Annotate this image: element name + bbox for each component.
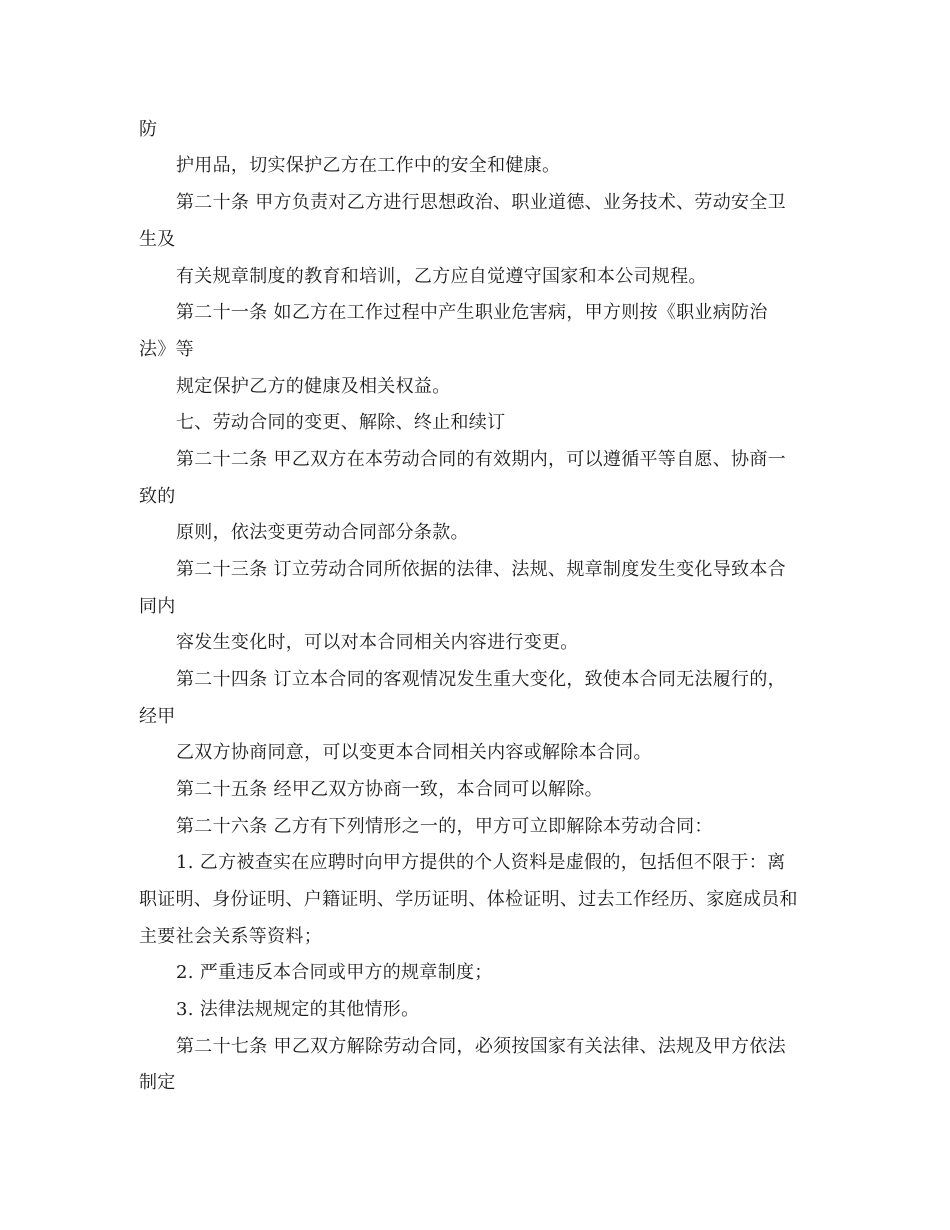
- text-line: 防: [139, 119, 158, 140]
- text-line: 职证明、身份证明、户籍证明、学历证明、体检证明、过去工作经历、家庭成员和: [139, 889, 798, 910]
- article-24-line: 第二十四条 订立本合同的客观情况发生重大变化，致使本合同无法履行的，: [176, 669, 786, 690]
- text-line: 制定: [139, 1072, 176, 1093]
- article-22-line: 第二十二条 甲乙双方在本劳动合同的有效期内，可以遵循平等自愿、协商一: [176, 449, 786, 470]
- article-26-line: 第二十六条 乙方有下列情形之一的，甲方可立即解除本劳动合同：: [176, 816, 713, 837]
- article-23-line: 第二十三条 订立劳动合同所依据的法律、法规、规章制度发生变化导致本合: [176, 559, 786, 580]
- list-item-3: 3. 法律法规规定的其他情形。: [176, 999, 420, 1020]
- text-line: 容发生变化时，可以对本合同相关内容进行变更。: [176, 632, 579, 653]
- article-25-line: 第二十五条 经甲乙双方协商一致，本合同可以解除。: [176, 779, 603, 800]
- text-line: 经甲: [139, 706, 176, 727]
- text-line: 法》等: [139, 339, 194, 360]
- text-line: 规定保护乙方的健康及相关权益。: [176, 376, 451, 397]
- text-line: 主要社会关系等资料；: [139, 926, 322, 947]
- article-27-line: 第二十七条 甲乙双方解除劳动合同，必须按国家有关法律、法规及甲方依法: [176, 1036, 786, 1057]
- text-line: 致的: [139, 486, 176, 507]
- section-heading: 七、劳动合同的变更、解除、终止和续订: [176, 412, 506, 433]
- text-line: 护用品，切实保护乙方在工作中的安全和健康。: [176, 155, 561, 176]
- text-line: 有关规章制度的教育和培训，乙方应自觉遵守国家和本公司规程。: [176, 266, 707, 287]
- text-line: 乙双方协商同意，可以变更本合同相关内容或解除本合同。: [176, 742, 652, 763]
- list-item-2: 2. 严重违反本合同或甲方的规章制度；: [176, 962, 493, 983]
- text-line: 生及: [139, 229, 176, 250]
- article-20-line: 第二十条 甲方负责对乙方进行思想政治、职业道德、业务技术、劳动安全卫: [176, 192, 786, 213]
- text-line: 原则，依法变更劳动合同部分条款。: [176, 522, 469, 543]
- text-line: 同内: [139, 596, 176, 617]
- list-item-1: 1. 乙方被查实在应聘时向甲方提供的个人资料是虚假的，包括但不限于：离: [176, 852, 786, 873]
- article-21-line: 第二十一条 如乙方在工作过程中产生职业危害病，甲方则按《职业病防治: [176, 302, 768, 323]
